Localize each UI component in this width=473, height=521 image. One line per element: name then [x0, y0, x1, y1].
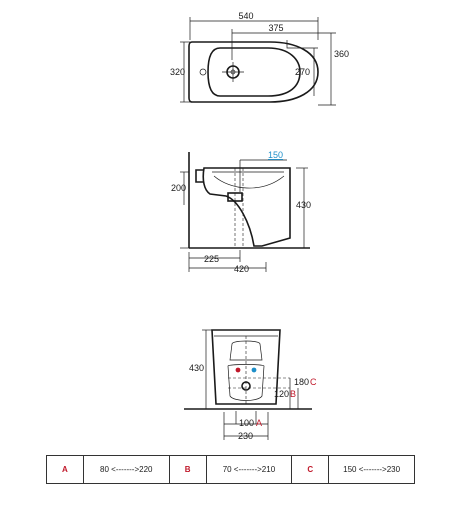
- dim-front-height: 430: [189, 363, 205, 373]
- legend-range-b: 70 <------->210: [206, 456, 292, 484]
- dim-inlet-height: 150: [268, 150, 284, 160]
- dim-b-value: 120: [274, 389, 290, 399]
- legend-range-a: 80 <------->220: [83, 456, 169, 484]
- dim-a-letter: A: [256, 418, 263, 428]
- dim-c-letter: C: [310, 377, 317, 387]
- side-view: [171, 150, 311, 274]
- legend-key-a: A: [47, 456, 84, 484]
- front-view: [184, 330, 317, 441]
- dim-base-width: 230: [238, 431, 254, 441]
- legend-key-c: C: [292, 456, 329, 484]
- dim-c-value: 180: [294, 377, 310, 387]
- dim-height-right: 430: [296, 200, 312, 210]
- legend-row: [47, 456, 415, 484]
- top-view-bowl: [208, 48, 300, 96]
- adjustment-range-table: [46, 455, 415, 484]
- side-view-body: [203, 168, 290, 246]
- legend-range-c: 150 <------->230: [329, 456, 415, 484]
- cold-water-point: [252, 368, 257, 373]
- dim-height-left: 200: [171, 183, 187, 193]
- top-view: [170, 11, 349, 105]
- dim-depth-body: 320: [170, 67, 186, 77]
- legend-key-b: B: [169, 456, 206, 484]
- dim-b-letter: B: [290, 389, 297, 399]
- dim-depth-inner: 270: [295, 67, 311, 77]
- dim-depth: 420: [234, 264, 250, 274]
- hot-water-point: [236, 368, 241, 373]
- dim-depth-total: 360: [334, 49, 350, 59]
- dim-drain-offset: 225: [204, 254, 220, 264]
- fixing-hole: [200, 69, 206, 75]
- dim-width-total: 540: [238, 11, 254, 21]
- dim-a-value: 100: [239, 418, 255, 428]
- dim-width-inner: 375: [268, 23, 284, 33]
